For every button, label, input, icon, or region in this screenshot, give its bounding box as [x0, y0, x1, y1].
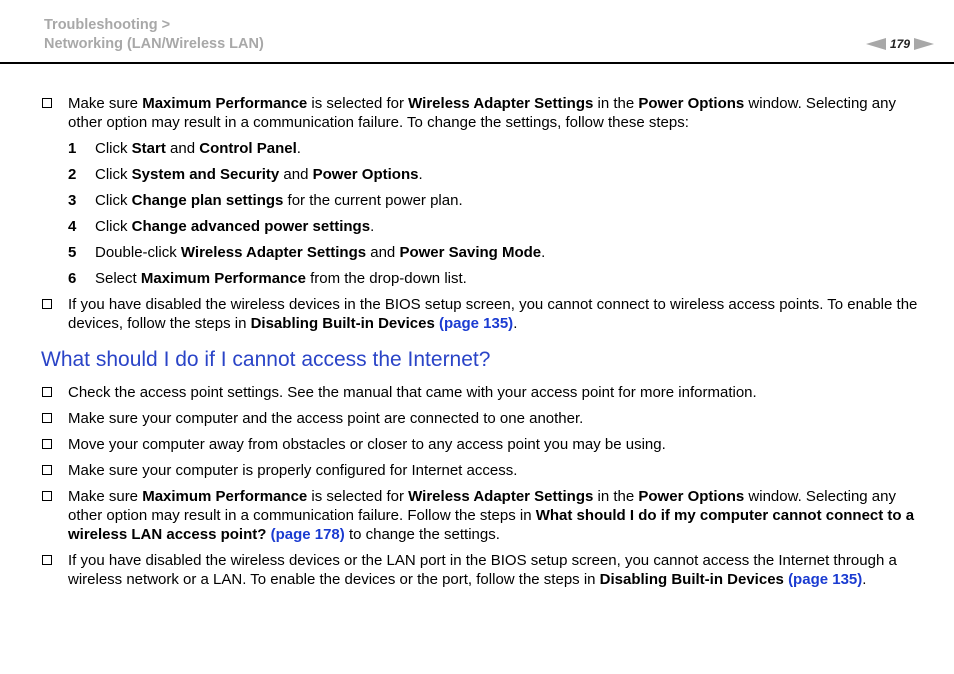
list-item: Move your computer away from obstacles or closer to any access point you may be using. — [40, 435, 920, 454]
page-number: 179 — [889, 37, 910, 51]
page-content — [40, 94, 920, 596]
header-divider — [0, 62, 954, 64]
checkbox-bullet-icon — [42, 98, 52, 108]
checkbox-bullet-icon — [42, 439, 52, 449]
list-item: Make sure your computer and the access point are connected to one another. — [40, 409, 920, 428]
page-link[interactable]: (page 135) — [788, 571, 863, 588]
step-item: 4 Click Change advanced power settings. — [68, 218, 375, 235]
step-item: 1 Click Start and Control Panel. — [68, 140, 301, 157]
section-heading: What should I do if I cannot access the Internet? — [41, 348, 491, 371]
list-item: If you have disabled the wireless devices in the BIOS setup screen, you cannot connect to wireless access points. To enable the devices, follow the steps in Disabling Built-in Devices (page 135). — [40, 295, 920, 333]
checkbox-bullet-icon — [42, 299, 52, 309]
checkbox-bullet-icon — [42, 387, 52, 397]
checkbox-bullet-icon — [42, 491, 52, 501]
step-number: 3 — [68, 192, 77, 209]
list-item: Make sure your computer is properly configured for Internet access. — [40, 461, 920, 480]
steps-list — [40, 139, 920, 288]
breadcrumb — [44, 16, 264, 54]
breadcrumb-troubleshooting[interactable]: Troubleshooting > — [44, 17, 171, 33]
step-item: 3 Click Change plan settings for the current power plan. — [68, 192, 463, 209]
step-number: 6 — [68, 270, 77, 287]
checkbox-bullet-icon — [42, 465, 52, 475]
next-page-arrow-icon[interactable] — [914, 38, 934, 50]
step-number: 1 — [68, 140, 77, 157]
list-item: Make sure Maximum Performance is selected for Wireless Adapter Settings in the Power Options window. Selecting any other option may result in a communication failure. To change the settings, follow these steps: — [40, 94, 920, 132]
checkbox-bullet-icon — [42, 413, 52, 423]
checkbox-bullet-icon — [42, 555, 52, 565]
page-link[interactable]: (page 135) — [438, 315, 514, 332]
list-item: If you have disabled the wireless devices or the LAN port in the BIOS setup screen, you cannot access the Internet through a wireless network or a LAN. To enable the devices or the port, follow the steps in Disabling Built-in Devices (page 135). — [40, 551, 920, 589]
step-number: 4 — [68, 218, 77, 235]
step-number: 5 — [68, 244, 77, 261]
step-item: 2 Click System and Security and Power Options. — [68, 166, 423, 183]
breadcrumb-networking: Networking (LAN/Wireless LAN) — [44, 36, 264, 52]
previous-page-arrow-icon[interactable] — [866, 38, 886, 50]
step-item: 6 Select Maximum Performance from the drop-down list. — [68, 270, 467, 287]
step-item: 5 Double-click Wireless Adapter Settings and Power Saving Mode. — [68, 244, 546, 261]
step-number: 2 — [68, 166, 77, 183]
list-item: Check the access point settings. See the manual that came with your access point for more information. — [40, 383, 920, 402]
page-navigator — [866, 37, 934, 51]
list-item: Make sure Maximum Performance is selected for Wireless Adapter Settings in the Power Options window. Selecting any other option may result in a communication failure. Follow the steps in What should I do if my computer cannot connect to a wireless LAN access point? (page 178) to change the settings. — [40, 487, 920, 544]
page-link[interactable]: (page 178) — [270, 526, 345, 543]
